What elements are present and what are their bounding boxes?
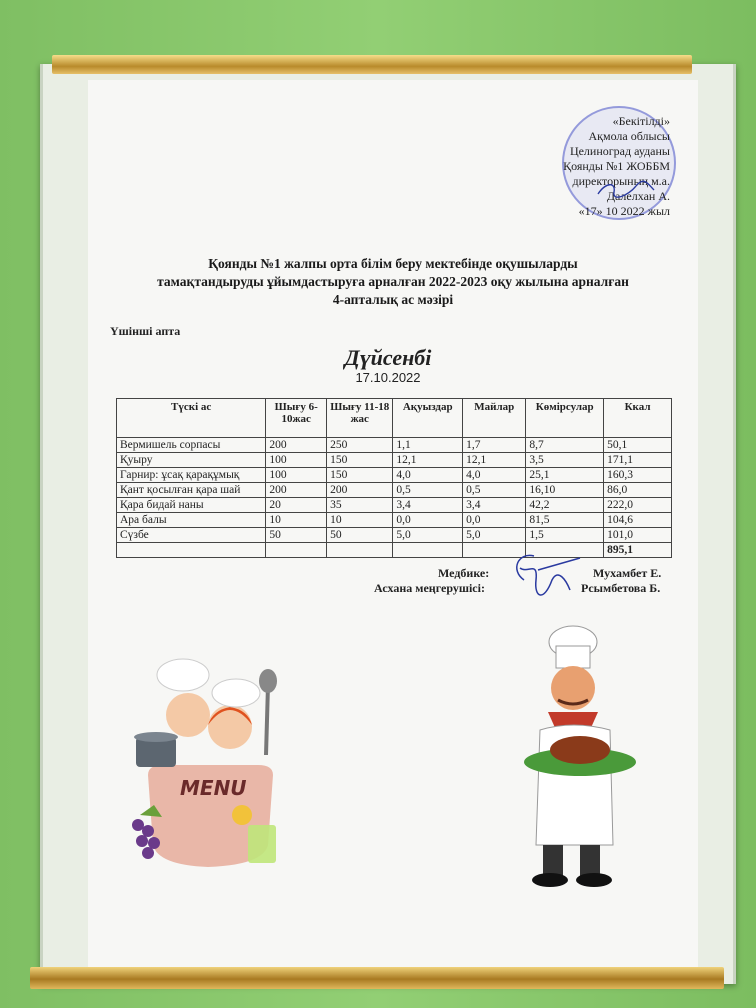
header-dish: Түскі ас — [117, 399, 266, 438]
kids-cooks-illustration — [118, 655, 293, 890]
cell-protein: 12,1 — [393, 453, 463, 468]
cell-g1: 100 — [266, 453, 327, 468]
cell-fat: 0,0 — [463, 513, 526, 528]
empty-cell — [117, 543, 266, 558]
table-row — [117, 528, 672, 543]
header-kcal: Ккал — [604, 399, 672, 438]
cell-g2: 150 — [327, 468, 393, 483]
approval-line: директорының м.а. — [572, 174, 670, 188]
canteen-role: Асхана меңгерушісі: — [374, 581, 485, 595]
nurse-role: Медбике: — [438, 566, 490, 580]
cell-carb: 25,1 — [526, 468, 604, 483]
cell-kcal: 171,1 — [604, 453, 672, 468]
frame-bottom-rail — [30, 967, 724, 989]
title-line: Қоянды №1 жалпы орта білім беру мектебінде оқушыларды — [208, 256, 578, 271]
cell-g1: 20 — [266, 498, 327, 513]
approval-line: Қоянды №1 ЖОББМ — [563, 159, 670, 173]
frame-top-rail — [52, 55, 692, 74]
cell-g1: 50 — [266, 528, 327, 543]
cell-dish: Вермишель сорпасы — [117, 438, 266, 453]
approval-line: Далелхан А. — [606, 189, 670, 203]
week-label: Үшінші апта — [110, 324, 181, 338]
header-protein: Ақуыздар — [393, 399, 463, 438]
table-total-row — [117, 543, 672, 558]
approval-line: Ақмола облысы — [588, 129, 670, 143]
table-row — [117, 468, 672, 483]
cell-g2: 200 — [327, 483, 393, 498]
cell-carb: 1,5 — [526, 528, 604, 543]
table-row — [117, 483, 672, 498]
table-row — [117, 498, 672, 513]
cell-fat: 12,1 — [463, 453, 526, 468]
empty-cell — [266, 543, 327, 558]
cell-g2: 35 — [327, 498, 393, 513]
table-row — [117, 438, 672, 453]
cell-kcal: 104,6 — [604, 513, 672, 528]
cell-dish: Қант қосылған қара шай — [117, 483, 266, 498]
day-heading: Дүйсенбі — [344, 345, 432, 370]
total-kcal: 895,1 — [604, 543, 672, 558]
cell-fat: 3,4 — [463, 498, 526, 513]
approval-line: Целиноград ауданы — [569, 144, 670, 158]
cell-g1: 100 — [266, 468, 327, 483]
cell-carb: 42,2 — [526, 498, 604, 513]
cell-carb: 16,10 — [526, 483, 604, 498]
cell-kcal: 160,3 — [604, 468, 672, 483]
cell-g1: 200 — [266, 483, 327, 498]
chef-illustration — [518, 620, 643, 895]
approval-block — [563, 114, 670, 219]
empty-cell — [327, 543, 393, 558]
title-line: 4-апталық ас мәзірі — [332, 292, 454, 307]
cell-g2: 250 — [327, 438, 393, 453]
table-row — [117, 453, 672, 468]
menu-table — [116, 398, 672, 558]
menu-date: 17.10.2022 — [355, 370, 421, 385]
cell-dish: Қуыру — [117, 453, 266, 468]
document-title — [108, 255, 678, 309]
cell-g1: 10 — [266, 513, 327, 528]
cell-kcal: 86,0 — [604, 483, 672, 498]
empty-cell — [393, 543, 463, 558]
cell-fat: 4,0 — [463, 468, 526, 483]
cell-carb: 8,7 — [526, 438, 604, 453]
cell-protein: 1,1 — [393, 438, 463, 453]
cell-kcal: 222,0 — [604, 498, 672, 513]
cell-g1: 200 — [266, 438, 327, 453]
cell-carb: 81,5 — [526, 513, 604, 528]
header-carbs: Көмірсулар — [526, 399, 604, 438]
cell-dish: Гарнир: ұсақ қарақұмық — [117, 468, 266, 483]
cell-fat: 0,5 — [463, 483, 526, 498]
menu-label: MENU — [180, 776, 247, 800]
approval-line: «Бекітілді» — [612, 114, 670, 128]
table-header-row — [117, 399, 672, 438]
canteen-name: Рсымбетова Б. — [581, 581, 661, 595]
cell-g2: 10 — [327, 513, 393, 528]
director-signature — [596, 178, 656, 200]
cell-protein: 3,4 — [393, 498, 463, 513]
cell-fat: 1,7 — [463, 438, 526, 453]
cell-g2: 150 — [327, 453, 393, 468]
cell-protein: 0,0 — [393, 513, 463, 528]
cell-kcal: 50,1 — [604, 438, 672, 453]
title-line: тамақтандыруды ұйымдастыруға арналған 2022-2023 оқу жылына арналған — [157, 274, 629, 289]
header-yield-11-18: Шығу 11-18 жас — [327, 399, 393, 438]
cell-protein: 5,0 — [393, 528, 463, 543]
cell-fat: 5,0 — [463, 528, 526, 543]
cell-dish: Сүзбе — [117, 528, 266, 543]
nurse-name: Мухамбет Е. — [593, 566, 662, 580]
cell-carb: 3,5 — [526, 453, 604, 468]
cell-g2: 50 — [327, 528, 393, 543]
cell-kcal: 101,0 — [604, 528, 672, 543]
header-fat: Майлар — [463, 399, 526, 438]
cell-protein: 4,0 — [393, 468, 463, 483]
header-yield-6-10: Шығу 6-10жас — [266, 399, 327, 438]
approval-date: «17» 10 2022 жыл — [578, 204, 670, 218]
table-row — [117, 513, 672, 528]
manager-signature — [508, 550, 588, 610]
cell-dish: Қара бидай наны — [117, 498, 266, 513]
menu-sheet — [88, 80, 698, 970]
cell-protein: 0,5 — [393, 483, 463, 498]
cell-dish: Ара балы — [117, 513, 266, 528]
